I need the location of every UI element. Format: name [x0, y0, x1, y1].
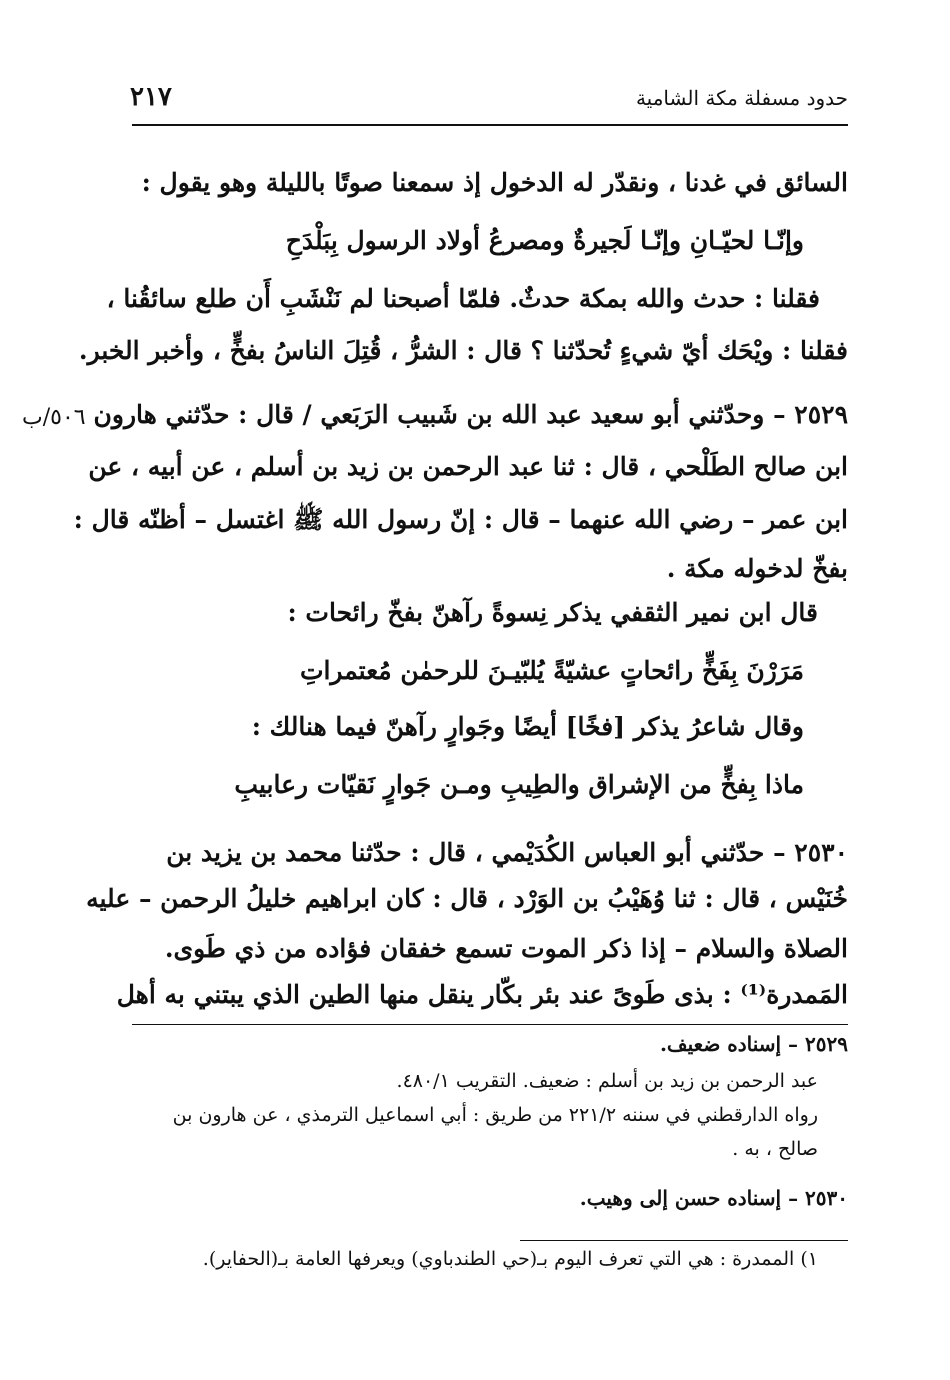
footnote-line: رواه الدارقطني في سننه ٢٢١/٢ من طريق : أبي اسماعيل الترمذي ، عن هارون بن [172, 1104, 818, 1126]
body-line: بفخّ لدخوله مكة . [666, 554, 848, 583]
body-line: فقلنا : حدث والله بمكة حدثٌ. فلمّا أصبحنا لم نَنْشَبِ أَن طلع سائقُنا ، [106, 284, 820, 313]
page-number: ٢١٧ [130, 82, 172, 112]
body-line: ابن صالح الطَلْحي ، قال : ثنا عبد الرحمن بن زيد بن أسلم ، عن أبيه ، عن [88, 452, 848, 481]
verse-line: وإنّـا لحيّـانِ وإنّـا لَجيرةٌ ومصرعُ أولاد الرسول بِبَلْدَحِ [285, 226, 804, 255]
footnote-line: ١) الممدرة : هي التي تعرف اليوم بـ(حي الطندباوي) ويعرفها العامة بـ(الحفاير). [202, 1248, 818, 1270]
footnote-line: عبد الرحمن بن زيد بن أسلم : ضعيف. التقريب ٤٨٠/١. [396, 1070, 818, 1092]
running-header-title: حدود مسفلة مكة الشامية [635, 86, 848, 110]
hadith-2529-line: ٢٥٢٩ – وحدّثني أبو سعيد عبد الله بن شَبيب الرَبَعي / قال : حدّثني هارون [93, 400, 848, 429]
body-line: فقلنا : ويْحَك أيّ شيءٍ تُحدّثنا ؟ قال : الشرُّ ، قُتِلَ الناسُ بفخٍّ ، وأخبر الخبر. [78, 336, 848, 365]
hadith-2530-line: ٢٥٣٠ – حدّثني أبو العباس الكُدَيْمي ، قال : حدّثنا محمد بن يزيد بن [166, 838, 848, 867]
header-rule [132, 124, 848, 126]
body-line: قال ابن نمير الثقفي يذكر نِسوةً رآهنّ بفخّ رائحات : [287, 598, 818, 627]
verse-line: مَرَرْنَ بِفَخٍّ رائحاتٍ عشيّةً يُلبّيـنَ للرحمٰن مُعتمراتِ [299, 656, 804, 685]
footnote-line: ٢٥٢٩ – إسناده ضعيف. [659, 1032, 848, 1056]
body-line: وقال شاعرُ يذكر [فخًا] أيضًا وجَوارٍ رآهنّ فيما هنالك : [251, 712, 804, 741]
footnote-line: صالح ، به . [732, 1138, 818, 1160]
body-line: المَمدرة⁽¹⁾ : بذى طَوىً عند بئر بكّار ينقل منها الطين الذي يبتني به أهل [116, 980, 848, 1009]
verse-line: ماذا بِفخٍّ من الإشراق والطِيبِ ومـن جَوارٍ نَقيّات رعابيبِ [234, 770, 804, 799]
body-line: ابن عمر – رضي الله عنهما – قال : إنّ رسول الله ﷺ اغتسل – أظنّه قال : [73, 505, 848, 534]
body-line: السائق في غدنا ، ونقدّر له الدخول إذ سمعنا صوتًا بالليلة وهو يقول : [141, 168, 848, 197]
footnote-separator [520, 1240, 848, 1241]
footnote-line: ٢٥٣٠ – إسناده حسن إلى وهيب. [579, 1186, 848, 1210]
body-line: خُنَيْس ، قال : ثنا وُهَيْبُ بن الوَرْد ، قال : كان ابراهيم خليلُ الرحمن – عليه [86, 884, 848, 913]
footnote-rule [132, 1024, 848, 1025]
margin-folio-note: ٥٠٦/ب [22, 405, 86, 430]
body-line: الصلاة والسلام – إذا ذكر الموت تسمع خفقان فؤاده من ذي طَوى. [164, 934, 848, 963]
